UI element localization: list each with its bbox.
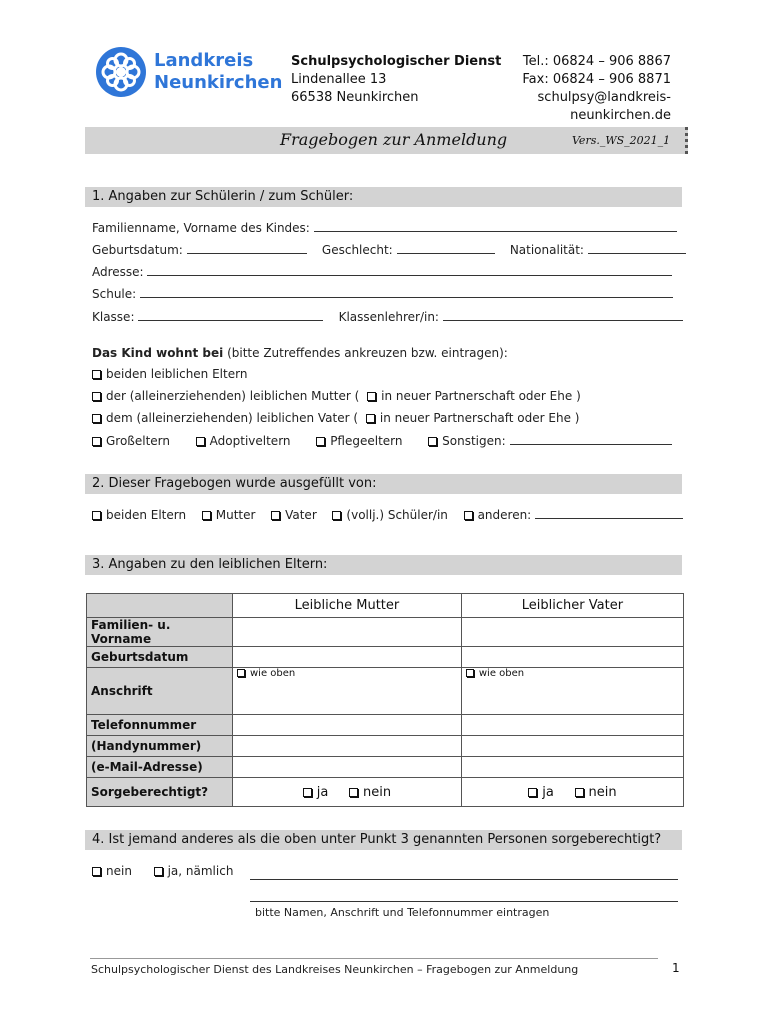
parents-table [86, 593, 684, 807]
class-label: Klasse: [92, 310, 135, 324]
table-header-row [87, 594, 684, 618]
table-corner [87, 594, 233, 618]
table-row [87, 668, 684, 715]
checkbox-mother-partner[interactable] [367, 392, 376, 401]
birth-field[interactable] [187, 243, 307, 254]
table-row [87, 736, 684, 757]
filled-by-other-field[interactable] [535, 508, 683, 519]
option-mother-label: der (alleinerziehenden) leiblichen Mutter ( [106, 389, 360, 403]
school-label: Schule: [92, 287, 137, 301]
filled-by-others-label: anderen: [477, 508, 532, 522]
page-number: 1 [672, 961, 680, 975]
class-field[interactable] [138, 310, 323, 321]
father-no-label: nein [588, 784, 617, 800]
filled-by-father-label: Vater [285, 508, 317, 522]
row-label-custody: Sorgeberechtigt? [87, 778, 233, 807]
address-label: Adresse: [92, 265, 144, 279]
row-label-birth: Geburtsdatum [87, 647, 233, 668]
father-mobile-cell[interactable] [461, 736, 683, 757]
row-label-name: Familien- u. Vorname [87, 618, 233, 647]
table-row [87, 715, 684, 736]
custody-hint: bitte Namen, Anschrift und Telefonnummer eintragen [255, 906, 550, 919]
email: schulpsy@landkreis-neunkirchen.de [537, 90, 671, 123]
org-name: Schulpsychologischer Dienst [291, 54, 502, 69]
filled-by-row [92, 508, 683, 522]
checkbox-other[interactable] [428, 437, 437, 446]
fax: Fax: 06824 – 906 8871 [522, 72, 671, 87]
checkbox-parents[interactable] [92, 370, 101, 379]
col-mother: Leibliche Mutter [233, 594, 462, 618]
teacher-field[interactable] [443, 310, 683, 321]
checkbox-grandparents[interactable] [92, 437, 101, 446]
footer-text: Schulpsychologischer Dienst des Landkreises Neunkirchen – Fragebogen zur Anmeldung [91, 963, 579, 976]
option-father-partner-label: in neuer Partnerschaft oder Ehe ) [379, 411, 580, 425]
option-father [92, 411, 579, 425]
logo-line-1: Landkreis [154, 50, 254, 71]
lives-with-label: Das Kind wohnt bei [92, 346, 224, 360]
school-field[interactable] [140, 287, 673, 298]
custody-other-field-1[interactable] [250, 869, 678, 880]
father-address-cell[interactable] [461, 668, 683, 715]
teacher-label: Klassenlehrer/in: [338, 310, 439, 324]
mother-email-cell[interactable] [233, 757, 462, 778]
school-row [92, 287, 673, 301]
custody-other-row [92, 864, 233, 878]
option-father-label: dem (alleinerziehenden) leiblichen Vater ( [106, 411, 359, 425]
checkbox-others-filled[interactable] [464, 511, 473, 520]
option-row-others [92, 434, 672, 448]
mother-mobile-cell[interactable] [233, 736, 462, 757]
custody-other-field-2[interactable] [250, 891, 678, 902]
custody-no-label: nein [106, 864, 132, 878]
checkbox-foster[interactable] [316, 437, 325, 446]
nationality-field[interactable] [588, 243, 686, 254]
father-same-label: wie oben [478, 668, 525, 679]
father-birth-cell[interactable] [461, 647, 683, 668]
birth-label: Geburtsdatum: [92, 243, 183, 257]
gender-field[interactable] [397, 243, 495, 254]
father-email-cell[interactable] [461, 757, 683, 778]
landkreis-logo-icon [95, 46, 147, 98]
mother-yes-label: ja [316, 784, 329, 800]
row-label-address: Anschrift [87, 668, 233, 715]
option-parents [92, 367, 247, 381]
option-mother [92, 389, 581, 403]
logo-wordmark [154, 50, 282, 94]
option-adoptive-label: Adoptiveltern [209, 434, 291, 448]
checkbox-father-partner[interactable] [366, 414, 375, 423]
option-grandparents-label: Großeltern [106, 434, 171, 448]
name-row [92, 221, 677, 235]
mother-no-label: nein [363, 784, 392, 800]
mother-name-cell[interactable] [233, 618, 462, 647]
mother-birth-cell[interactable] [233, 647, 462, 668]
checkbox-custody-yes[interactable] [154, 867, 163, 876]
checkbox-father-custody-no[interactable] [575, 788, 584, 797]
version-label: Vers._WS_2021_1 [572, 134, 671, 147]
checkbox-mother[interactable] [92, 392, 101, 401]
checkbox-mother-same[interactable] [237, 669, 245, 677]
address-row [92, 265, 672, 279]
name-label: Familienname, Vorname des Kindes: [92, 221, 310, 235]
filled-by-student-label: (vollj.) Schüler/in [346, 508, 448, 522]
row-label-email: (e-Mail-Adresse) [87, 757, 233, 778]
birth-row [92, 243, 686, 257]
row-label-mobile: (Handynummer) [87, 736, 233, 757]
street: Lindenallee 13 [291, 72, 387, 87]
mother-phone-cell[interactable] [233, 715, 462, 736]
section-3-heading: 3. Angaben zu den leiblichen Eltern: [85, 555, 682, 575]
checkbox-custody-no[interactable] [92, 867, 101, 876]
section-1-heading: 1. Angaben zur Schülerin / zum Schüler: [85, 187, 682, 207]
table-row [87, 647, 684, 668]
lives-with-heading [92, 346, 508, 360]
mother-address-cell[interactable] [233, 668, 462, 715]
table-row [87, 757, 684, 778]
filled-by-mother-label: Mutter [215, 508, 256, 522]
page-title: Fragebogen zur Anmeldung [280, 130, 508, 149]
checkbox-father[interactable] [92, 414, 101, 423]
checkbox-father-custody-yes[interactable] [528, 788, 537, 797]
logo-line-2: Neunkirchen [154, 72, 283, 93]
option-foster-label: Pflegeeltern [330, 434, 403, 448]
checkbox-father-same[interactable] [466, 669, 474, 677]
checkbox-mother-custody-yes[interactable] [303, 788, 312, 797]
table-row [87, 778, 684, 807]
section-4-heading: 4. Ist jemand anderes als die oben unter Punkt 3 genannten Personen sorgeberechtigt? [85, 830, 682, 850]
col-father: Leiblicher Vater [461, 594, 683, 618]
custody-yes-label: ja, nämlich [167, 864, 234, 878]
option-parents-label: beiden leiblichen Eltern [106, 367, 248, 381]
checkbox-both-parents[interactable] [92, 511, 101, 520]
table-row [87, 618, 684, 647]
father-yes-label: ja [542, 784, 554, 800]
footer-divider [90, 958, 658, 959]
other-field[interactable] [510, 434, 672, 445]
tel: Tel.: 06824 – 906 8867 [522, 54, 671, 69]
address-field[interactable] [147, 265, 672, 276]
lives-with-note: (bitte Zutreffendes ankreuzen bzw. eintragen): [223, 346, 508, 360]
class-row [92, 310, 683, 324]
father-custody-cell [461, 778, 683, 807]
row-label-phone: Telefonnummer [87, 715, 233, 736]
name-field[interactable] [314, 221, 677, 232]
checkbox-adoptive[interactable] [196, 437, 205, 446]
father-name-cell[interactable] [461, 618, 683, 647]
option-other-label: Sonstigen: [442, 434, 506, 448]
contact-block [438, 53, 671, 125]
gender-label: Geschlecht: [321, 243, 393, 257]
section-2-heading: 2. Dieser Fragebogen wurde ausgefüllt von: [85, 474, 682, 494]
mother-same-label: wie oben [250, 668, 296, 679]
father-phone-cell[interactable] [461, 715, 683, 736]
city: 66538 Neunkirchen [291, 90, 419, 105]
checkbox-mother-custody-no[interactable] [349, 788, 358, 797]
checkbox-student-filled[interactable] [332, 511, 341, 520]
checkbox-mother-filled[interactable] [202, 511, 211, 520]
filled-by-both-label: beiden Eltern [106, 508, 187, 522]
checkbox-father-filled[interactable] [271, 511, 280, 520]
nationality-label: Nationalität: [509, 243, 584, 257]
option-mother-partner-label: in neuer Partnerschaft oder Ehe ) [381, 389, 581, 403]
mother-custody-cell [233, 778, 462, 807]
